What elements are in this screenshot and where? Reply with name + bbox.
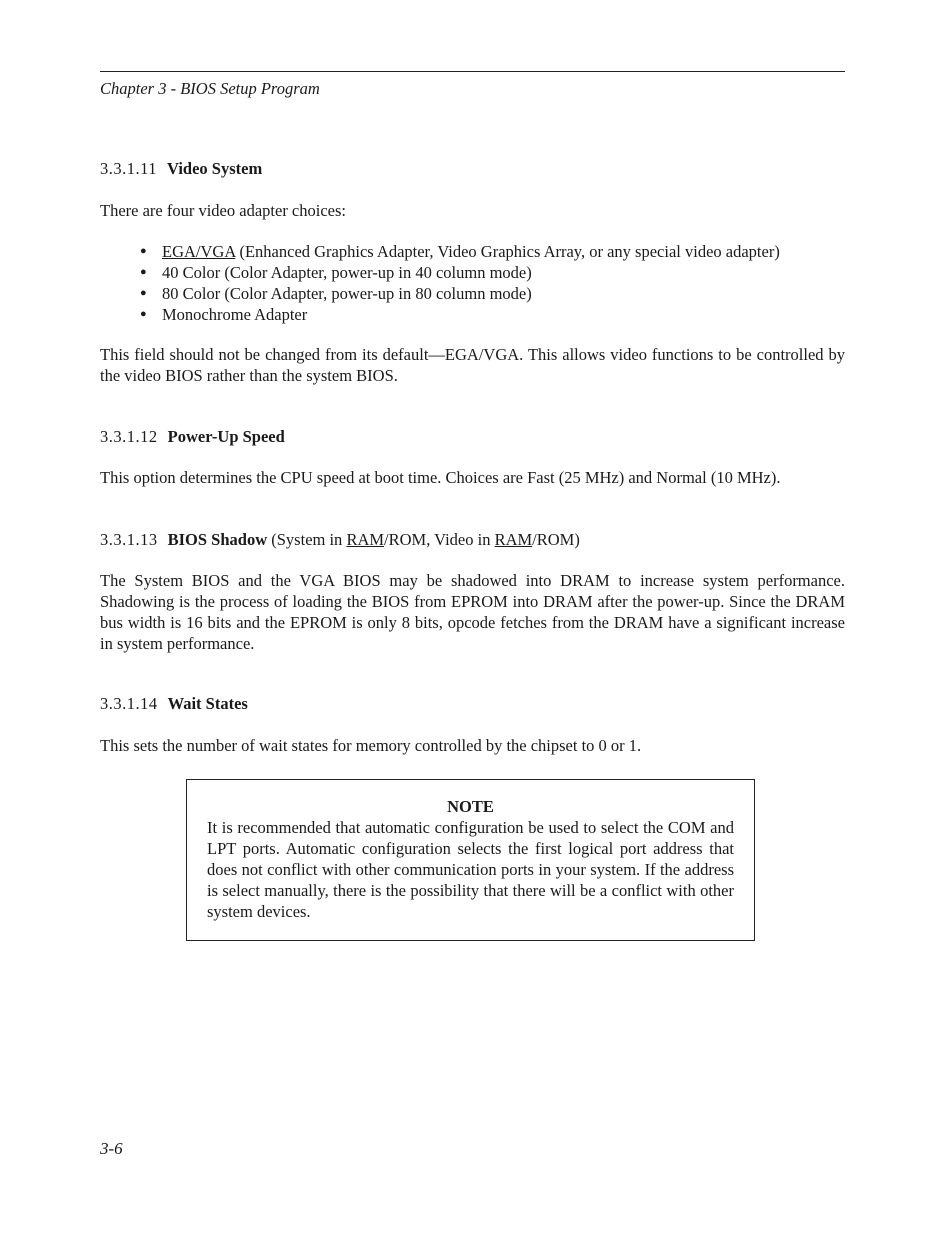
video-adapter-list	[140, 241, 850, 325]
list-item-lead: EGA/VGA	[162, 242, 236, 261]
section-subtitle-part: /ROM, Video in	[384, 530, 495, 549]
video-body-text: This field should not be changed from its default—EGA/VGA. This allows video functions to be controlled by the video BIOS rather than the system BIOS.	[100, 345, 845, 385]
chapter-header: Chapter 3 - BIOS Setup Program	[100, 79, 320, 98]
note-body: It is recommended that automatic configuration be used to select the COM and LPT ports. Automatic configuration selects the first logical port address that does not conflict with other communication ports in your system. If the address is select manually, there is the possibility that there will be a conflict with other system devices.	[207, 818, 734, 921]
section-subtitle-part: /ROM)	[532, 530, 580, 549]
video-intro-text: There are four video adapter choices:	[100, 201, 346, 220]
section-number: 3.3.1.11	[100, 159, 158, 178]
header-rule	[100, 71, 845, 72]
list-item-text: 80 Color (Color Adapter, power-up in 80 column mode)	[162, 284, 532, 303]
section-heading-power-up-speed	[100, 426, 845, 447]
section-number: 3.3.1.14	[100, 694, 158, 713]
list-item	[140, 262, 850, 283]
section-number: 3.3.1.12	[100, 427, 158, 446]
list-item	[140, 283, 850, 304]
note-box	[186, 779, 755, 941]
list-item-text: 40 Color (Color Adapter, power-up in 40 column mode)	[162, 263, 532, 282]
list-item	[140, 304, 850, 325]
list-item-text: (Enhanced Graphics Adapter, Video Graphics Array, or any special video adapter)	[235, 242, 780, 261]
section-heading-wait-states	[100, 693, 845, 714]
power-up-body-text: This option determines the CPU speed at boot time. Choices are Fast (25 MHz) and Normal (10 MHz).	[100, 468, 781, 487]
section-heading-video-system	[100, 158, 845, 179]
list-item	[140, 241, 850, 262]
wait-states-body-text: This sets the number of wait states for memory controlled by the chipset to 0 or 1.	[100, 736, 642, 755]
ram-underlined: RAM	[346, 530, 385, 549]
section-title: Power-Up Speed	[167, 427, 285, 446]
section-title: Wait States	[167, 694, 248, 713]
section-title: Video System	[167, 159, 263, 178]
bios-shadow-body-text: The System BIOS and the VGA BIOS may be shadowed into DRAM to increase system performance. Shadowing is the process of loading the BIOS from EPROM into DRAM after the power-up. Since the DRAM bus width is 16 bits and the EPROM is only 8 bits, opcode fetches from the DRAM have a significant increase in system performance.	[100, 571, 845, 653]
section-number: 3.3.1.13	[100, 530, 158, 549]
page-number: 3-6	[100, 1139, 123, 1158]
list-item-text: Monochrome Adapter	[162, 305, 308, 324]
ram-underlined: RAM	[494, 530, 533, 549]
section-title: BIOS Shadow	[167, 530, 268, 549]
section-heading-bios-shadow	[100, 529, 845, 550]
section-subtitle-part: (System in	[267, 530, 347, 549]
note-title: NOTE	[447, 797, 494, 816]
